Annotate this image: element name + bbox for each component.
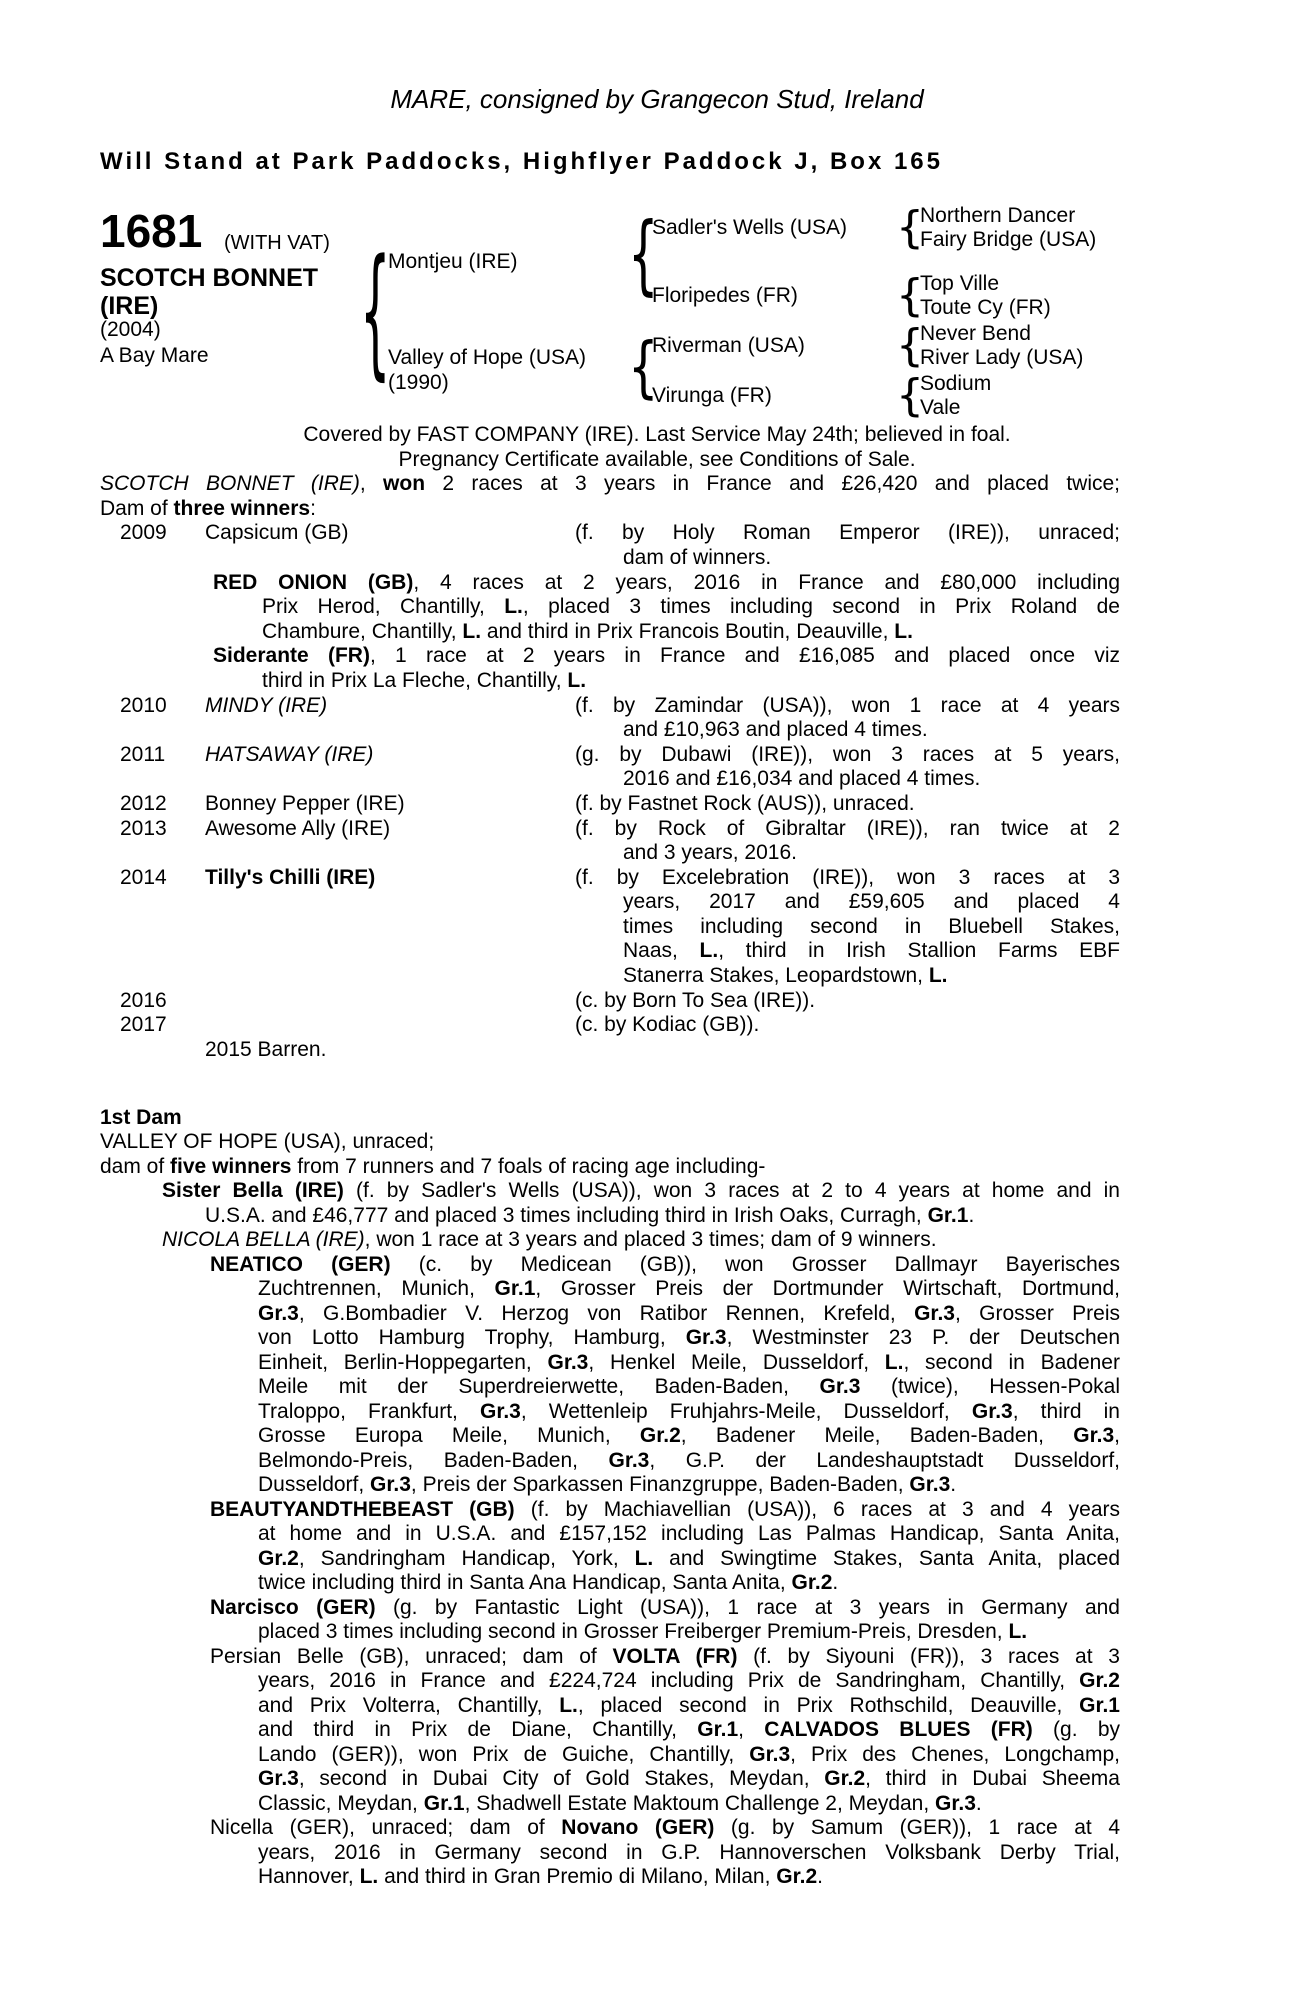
produce-description: (f. by Fastnet Rock (AUS)), unraced.	[575, 792, 915, 815]
produce-description: and 3 years, 2016.	[623, 841, 797, 864]
produce-subentry: Siderante (FR), 1 race at 2 years in France and £16,085 and placed once viz	[213, 644, 1121, 667]
pedigree-sire: Montjeu (IRE)	[388, 250, 518, 273]
pedigree-brace-main	[360, 242, 391, 384]
section-heading: 1st Dam	[100, 1106, 182, 1129]
stand-location-line: Will Stand at Park Paddocks, Highflyer Paddock J, Box 165	[100, 148, 943, 175]
pedigree-brace-granddam	[896, 274, 924, 318]
pedigree-granddam: Floripedes (FR)	[652, 284, 798, 307]
produce-description: (f. by Rock of Gibraltar (IRE)), ran twice at 2	[575, 817, 1120, 840]
family-entry: Classic, Meydan, Gr.1, Shadwell Estate Maktoum Challenge 2, Meydan, Gr.3.	[258, 1792, 982, 1815]
race-record: SCOTCH BONNET (IRE), won 2 races at 3 years in France and £26,420 and placed twice;	[100, 472, 1120, 495]
pedigree-brace-dam	[628, 334, 659, 401]
pedigree-second-dam: Virunga (FR)	[652, 384, 772, 407]
family-entry: Narcisco (GER) (g. by Fantastic Light (USA)), 1 race at 3 years in Germany and	[210, 1596, 1120, 1619]
year-foaled: (2004)	[100, 318, 161, 341]
family-entry: years, 2016 in France and £224,724 including Prix de Sandringham, Chantilly, Gr.2	[258, 1669, 1120, 1692]
dam-record: dam of five winners from 7 runners and 7 foals of racing age including-	[100, 1155, 766, 1178]
produce-subentry: Chambure, Chantilly, L. and third in Prix Francois Boutin, Deauville, L.	[262, 620, 913, 643]
family-entry: Lando (GER)), won Prix de Guiche, Chantilly, Gr.3, Prix des Chenes, Longchamp,	[258, 1743, 1120, 1766]
produce-description: Stanerra Stakes, Leopardstown, L.	[623, 964, 948, 987]
family-entry: U.S.A. and £46,777 and placed 3 times including third in Irish Oaks, Curragh, Gr.1.	[205, 1204, 975, 1227]
barren-note: 2015 Barren.	[205, 1038, 327, 1061]
family-entry: Gr.3, second in Dubai City of Gold Stakes, Meydan, Gr.2, third in Dubai Sheema	[258, 1767, 1120, 1790]
pedigree-dam: Valley of Hope (USA)	[388, 346, 587, 369]
pedigree-dam-year: (1990)	[388, 371, 449, 394]
pedigree-ancestor: Never Bend	[920, 322, 1031, 345]
pedigree-ancestor: Fairy Bridge (USA)	[920, 228, 1097, 251]
family-entry: BEAUTYANDTHEBEAST (GB) (f. by Machiavellian (USA)), 6 races at 3 and 4 years	[210, 1498, 1120, 1521]
pedigree-damsire: Riverman (USA)	[652, 334, 805, 357]
family-entry: at home and in U.S.A. and £157,152 including Las Palmas Handicap, Santa Anita,	[258, 1522, 1120, 1545]
produce-name: Capsicum (GB)	[205, 521, 349, 544]
family-entry: Traloppo, Frankfurt, Gr.3, Wettenleip Fruhjahrs-Meile, Dusseldorf, Gr.3, third in	[258, 1400, 1120, 1423]
pedigree-brace-damsire	[896, 324, 924, 368]
family-entry: Meile mit der Superdreierwette, Baden-Baden, Gr.3 (twice), Hessen-Pokal	[258, 1375, 1121, 1398]
pedigree-ancestor: Toute Cy (FR)	[920, 296, 1051, 319]
pedigree-ancestor: Vale	[920, 396, 961, 419]
family-entry: NICOLA BELLA (IRE), won 1 race at 3 years and placed 3 times; dam of 9 winners.	[162, 1228, 937, 1251]
family-entry: NEATICO (GER) (c. by Medicean (GB)), won Grosser Dallmayr Bayerisches	[210, 1253, 1120, 1276]
produce-subentry: RED ONION (GB), 4 races at 2 years, 2016 in France and £80,000 including	[213, 571, 1120, 594]
produce-description: Naas, L., third in Irish Stallion Farms EBF	[623, 939, 1120, 962]
family-entry: years, 2016 in Germany second in G.P. Hannoverschen Volksbank Derby Trial,	[258, 1841, 1120, 1864]
pedigree-brace-sire	[628, 212, 659, 298]
produce-description: 2016 and £16,034 and placed 4 times.	[623, 767, 981, 790]
produce-year: 2017	[120, 1013, 167, 1036]
produce-description: (f. by Holy Roman Emperor (IRE)), unraced;	[575, 521, 1120, 544]
produce-subentry: Prix Herod, Chantilly, L., placed 3 times including second in Prix Roland de	[262, 595, 1120, 618]
produce-year: 2011	[120, 743, 166, 766]
produce-description: (g. by Dubawi (IRE)), won 3 races at 5 years,	[575, 743, 1120, 766]
family-entry: Gr.3, G.Bombadier V. Herzog von Ratibor Rennen, Krefeld, Gr.3, Grosser Preis	[258, 1302, 1121, 1325]
pregnancy-note: Pregnancy Certificate available, see Conditions of Sale.	[398, 448, 916, 471]
produce-description: (c. by Kodiac (GB)).	[575, 1013, 760, 1036]
covering-note: Covered by FAST COMPANY (IRE). Last Service May 24th; believed in foal.	[303, 423, 1011, 446]
produce-year: 2010	[120, 694, 167, 717]
family-entry: Gr.2, Sandringham Handicap, York, L. and Swingtime Stakes, Santa Anita, placed	[258, 1547, 1121, 1570]
produce-description: times including second in Bluebell Stakes,	[623, 915, 1120, 938]
produce-year: 2009	[120, 521, 167, 544]
produce-year: 2013	[120, 817, 167, 840]
color-sex-description: A Bay Mare	[100, 344, 209, 367]
family-entry: von Lotto Hamburg Trophy, Hamburg, Gr.3, Westminster 23 P. der Deutschen	[258, 1326, 1121, 1349]
produce-name: HATSAWAY (IRE)	[205, 743, 374, 766]
pedigree-grandsire: Sadler's Wells (USA)	[652, 216, 847, 239]
pedigree-ancestor: River Lady (USA)	[920, 346, 1084, 369]
pedigree-ancestor: Northern Dancer	[920, 204, 1076, 227]
produce-year: 2016	[120, 989, 167, 1012]
family-entry: and third in Prix de Diane, Chantilly, Gr.1, CALVADOS BLUES (FR) (g. by	[258, 1718, 1120, 1741]
produce-description: dam of winners.	[623, 546, 772, 569]
consignment-title: MARE, consigned by Grangecon Stud, Ireland	[390, 84, 924, 114]
pedigree-brace-second-dam	[896, 374, 924, 418]
produce-description: and £10,963 and placed 4 times.	[623, 718, 928, 741]
produce-year: 2014	[120, 866, 167, 889]
produce-name: Awesome Ally (IRE)	[205, 817, 391, 840]
lot-number: 1681	[100, 205, 203, 257]
family-entry: Persian Belle (GB), unraced; dam of VOLTA (FR) (f. by Siyouni (FR)), 3 races at 3	[210, 1645, 1120, 1668]
horse-country-suffix: (IRE)	[100, 292, 159, 320]
produce-description: (c. by Born To Sea (IRE)).	[575, 989, 816, 1012]
family-entry: Dusseldorf, Gr.3, Preis der Sparkassen Finanzgruppe, Baden-Baden, Gr.3.	[258, 1473, 957, 1496]
family-entry: twice including third in Santa Ana Handicap, Santa Anita, Gr.2.	[258, 1571, 839, 1594]
family-entry: Grosse Europa Meile, Munich, Gr.2, Badener Meile, Baden-Baden, Gr.3,	[258, 1424, 1120, 1447]
family-entry: Zuchtrennen, Munich, Gr.1, Grosser Preis der Dortmunder Wirtschaft, Dortmund,	[258, 1277, 1120, 1300]
family-entry: Belmondo-Preis, Baden-Baden, Gr.3, G.P. der Landeshauptstadt Dusseldorf,	[258, 1449, 1121, 1472]
produce-name: Bonney Pepper (IRE)	[205, 792, 405, 815]
pedigree-brace-grandsire	[896, 206, 924, 250]
produce-description: years, 2017 and £59,605 and placed 4	[623, 890, 1120, 913]
produce-year: 2012	[120, 792, 167, 815]
family-entry: Nicella (GER), unraced; dam of Novano (GER) (g. by Samum (GER)), 1 race at 4	[210, 1816, 1120, 1839]
produce-description: (f. by Zamindar (USA)), won 1 race at 4 years	[575, 694, 1120, 717]
pedigree-ancestor: Top Ville	[920, 272, 999, 295]
family-entry: placed 3 times including second in Grosser Freiberger Premium-Preis, Dresden, L.	[258, 1620, 1028, 1643]
produce-name: Tilly's Chilli (IRE)	[205, 866, 376, 889]
family-entry: and Prix Volterra, Chantilly, L., placed second in Prix Rothschild, Deauville, Gr.1	[258, 1694, 1120, 1717]
produce-subentry: third in Prix La Fleche, Chantilly, L.	[262, 669, 587, 692]
family-entry: Hannover, L. and third in Gran Premio di Milano, Milan, Gr.2.	[258, 1865, 823, 1888]
horse-name: SCOTCH BONNET	[100, 264, 319, 292]
pedigree-ancestor: Sodium	[920, 372, 992, 395]
produce-description: (f. by Excelebration (IRE)), won 3 races at 3	[575, 866, 1120, 889]
dam-summary: Dam of three winners:	[100, 497, 316, 520]
family-entry: Einheit, Berlin-Hoppegarten, Gr.3, Henkel Meile, Dusseldorf, L., second in Badener	[258, 1351, 1120, 1374]
vat-note: (WITH VAT)	[224, 232, 330, 254]
dam-record: VALLEY OF HOPE (USA), unraced;	[100, 1130, 435, 1153]
family-entry: Sister Bella (IRE) (f. by Sadler's Wells (USA)), won 3 races at 2 to 4 years at home and in	[162, 1179, 1120, 1202]
produce-name: MINDY (IRE)	[205, 694, 328, 717]
